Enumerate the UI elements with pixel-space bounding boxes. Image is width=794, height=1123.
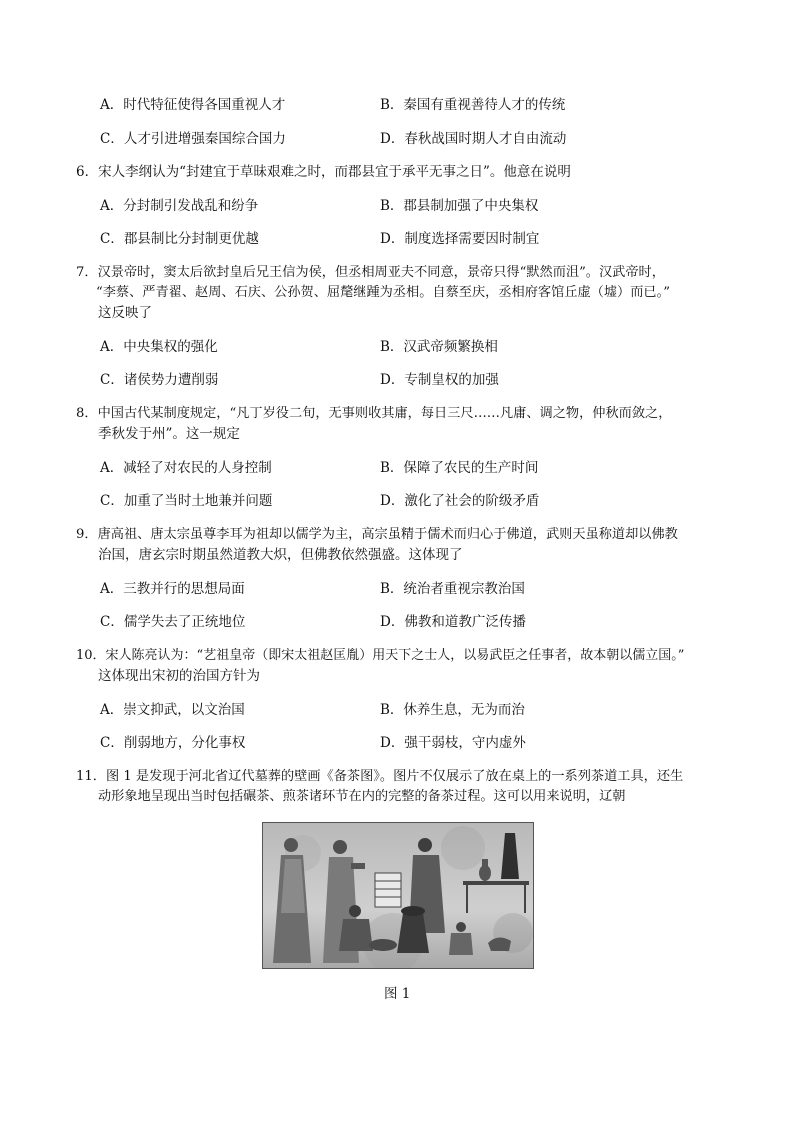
q9-stem-line-1: 9．唐高祖、唐太宗虽尊李耳为祖却以儒学为主，高宗虽精于儒术而归心于佛道，武则天虽称道却以佛教 bbox=[76, 527, 678, 542]
q6-option-a[interactable]: A．分封制引发战乱和纷争 bbox=[100, 198, 259, 214]
mural-illustration bbox=[263, 823, 533, 968]
q9-stem-line-2: 治国，唐玄宗时期虽然道教大炽，但佛教依然强盛。这体现了 bbox=[98, 547, 463, 563]
q8-option-b[interactable]: B．保障了农民的生产时间 bbox=[380, 460, 539, 476]
mural-image-tea-preparation bbox=[262, 822, 534, 969]
q9-option-b[interactable]: B．统治者重视宗教治国 bbox=[380, 581, 525, 597]
q10-option-b[interactable]: B．休养生息，无为而治 bbox=[380, 702, 525, 718]
q8-option-d[interactable]: D．激化了社会的阶级矛盾 bbox=[380, 493, 540, 509]
q8-option-c[interactable]: C．加重了当时土地兼并问题 bbox=[100, 493, 273, 509]
q5-option-a[interactable]: A．时代特征使得各国重视人才 bbox=[100, 97, 286, 113]
q10-option-c[interactable]: C．削弱地方，分化事权 bbox=[100, 735, 246, 751]
q5-option-d[interactable]: D．春秋战国时期人才自由流动 bbox=[380, 131, 567, 147]
q9-option-c[interactable]: C．儒学失去了正统地位 bbox=[100, 614, 246, 630]
q6-option-d[interactable]: D．制度选择需要因时制宜 bbox=[380, 231, 540, 247]
q10-option-d[interactable]: D．强干弱枝，守内虚外 bbox=[380, 735, 526, 751]
q6-stem: 6．宋人李纲认为“封建宜于草昧艰难之时，而郡县宜于承平无事之日”。他意在说明 bbox=[76, 164, 571, 180]
q7-stem-line-3: 这反映了 bbox=[98, 305, 152, 321]
q8-stem-line-1: 8．中国古代某制度规定，“凡丁岁役二旬，无事则收其庸，每日三尺……凡庸、调之物，仲秋而敛之， bbox=[76, 406, 672, 421]
q10-stem-line-1: 10．宋人陈亮认为：“艺祖皇帝（即宋太祖赵匡胤）用天下之士人，以易武臣之任事者，故本朝以儒立国。” bbox=[76, 648, 685, 663]
q11-stem-line-2: 动形象地呈现出当时包括碾茶、煎茶诸环节在内的完整的备茶过程。这可以用来说明，辽朝 bbox=[98, 789, 626, 804]
q9-option-d[interactable]: D．佛教和道教广泛传播 bbox=[380, 614, 526, 630]
q8-option-a[interactable]: A．减轻了对农民的人身控制 bbox=[100, 460, 272, 476]
q6-option-b[interactable]: B．郡县制加强了中央集权 bbox=[380, 198, 539, 214]
q7-option-a[interactable]: A．中央集权的强化 bbox=[100, 339, 218, 355]
q11-stem-line-1: 11．图 1 是发现于河北省辽代墓葬的壁画《备茶图》。图片不仅展示了放在桌上的一系列茶道工具，还生 bbox=[76, 769, 684, 784]
q7-stem-line-2: “李蔡、严青翟、赵周、石庆、公孙贺、屈氂继踵为丞相。自蔡至庆，丞相府客馆丘虚（墟）而已。” bbox=[96, 285, 670, 300]
q6-option-c[interactable]: C．郡县制比分封制更优越 bbox=[100, 231, 259, 247]
q5-option-c[interactable]: C．人才引进增强秦国综合国力 bbox=[100, 131, 286, 147]
figure-caption: 图 1 bbox=[384, 986, 411, 1002]
q7-option-d[interactable]: D．专制皇权的加强 bbox=[380, 372, 499, 388]
q10-option-a[interactable]: A．崇文抑武，以文治国 bbox=[100, 702, 245, 718]
q9-option-a[interactable]: A．三教并行的思想局面 bbox=[100, 581, 245, 597]
q7-option-c[interactable]: C．诸侯势力遭削弱 bbox=[100, 372, 219, 388]
q7-stem-line-1: 7．汉景帝时，窦太后欲封皇后兄王信为侯，但丞相周亚夫不同意，景帝只得“默然而沮”。汉武帝时， bbox=[76, 265, 665, 280]
q7-option-b[interactable]: B．汉武帝频繁换相 bbox=[380, 339, 498, 355]
q8-stem-line-2: 季秋发于州”。这一规定 bbox=[98, 426, 240, 442]
q5-option-b[interactable]: B．秦国有重视善待人才的传统 bbox=[380, 97, 566, 113]
q10-stem-line-2: 这体现出宋初的治国方针为 bbox=[98, 668, 260, 684]
